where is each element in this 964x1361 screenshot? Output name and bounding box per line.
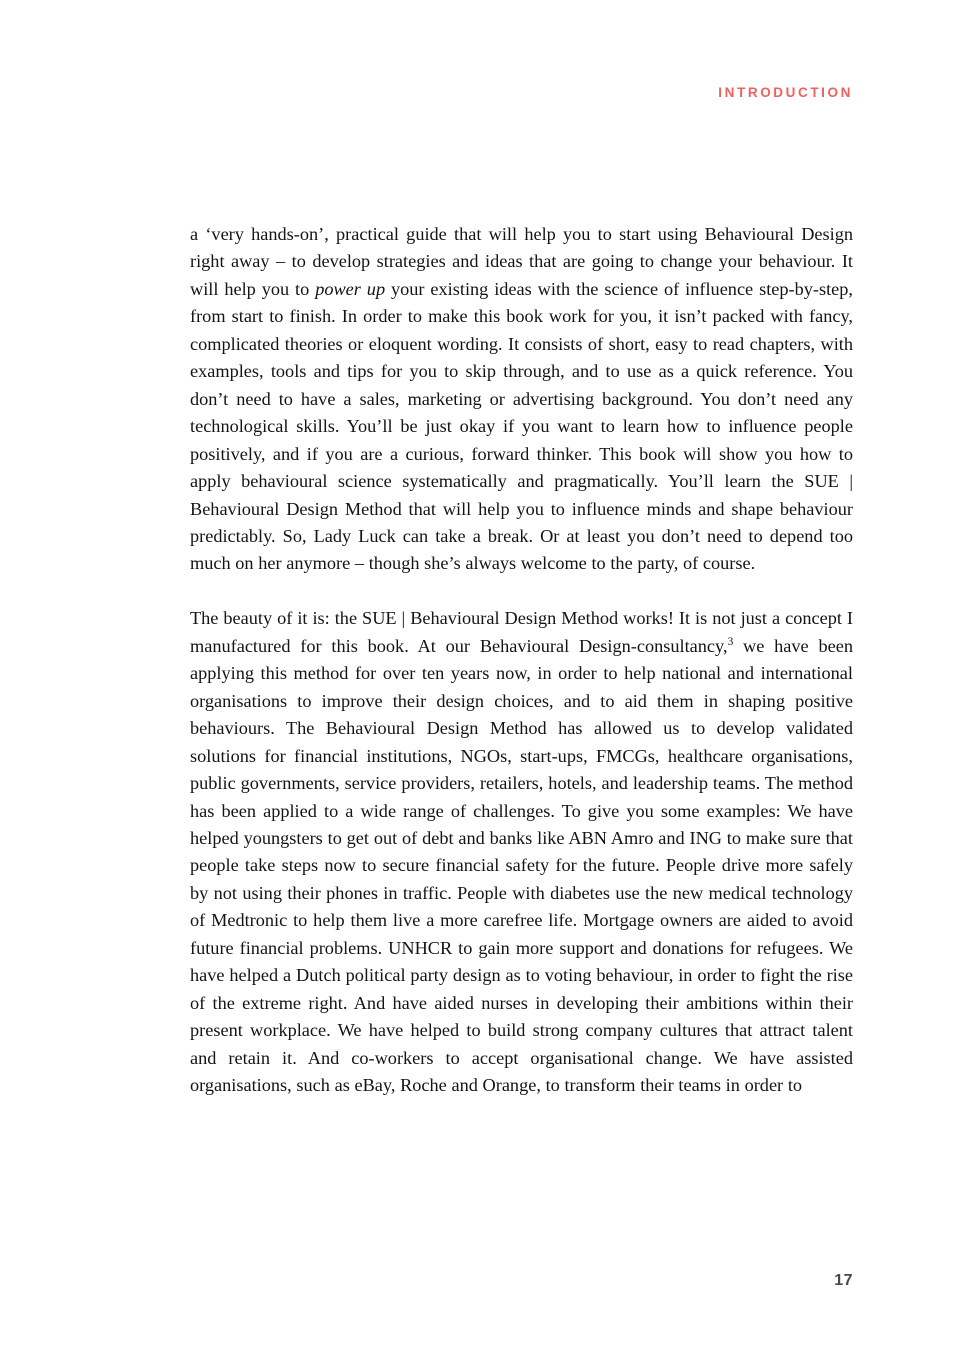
- text-run: your existing ideas with the science of influence step-by-step, from start to finish. In order to make this book work for you, it isn’t packed with fancy, complicated theories or eloquent wording. It consists of short, easy to read chapters, with examples, tools and tips for you to skip through, and to use as a quick reference. You don’t need to have a sales, marketing or advertising background. You don’t need any technological skills. You’ll be just okay if you want to learn how to influence people positively, and if you are a curious, forward thinker. This book will show you how to apply behavioural science systematically and pragmatically. You’ll learn the SUE | Behavioural Design Method that will help you to influence minds and shape behaviour predictably. So, Lady Luck can take a break. Or at least you don’t need to depend too much on her anymore – though she’s always welcome to the party, of course.: [190, 278, 854, 574]
- running-head-introduction: INTRODUCTION: [718, 85, 853, 100]
- page-number: 17: [834, 1272, 853, 1289]
- text-run: The beauty of it is: the SUE | Behavioural Design Method works! It is not just a concept I manufactured for this book. At our Behavioural Design-consultancy,: [190, 608, 853, 656]
- body-paragraph-1: [190, 221, 853, 578]
- text-run: we have been applying this method for over ten years now, in order to help national and international organisations to improve their design choices, and to aid them in shaping positive behaviours. The Behavioural Design Method has allowed us to develop validated solutions for financial institutions, NGOs, start-ups, FMCGs, healthcare organisations, public governments, service providers, retailers, hotels, and leadership teams. The method has been applied to a wide range of challenges. To give you some examples: We have helped youngsters to get out of debt and banks like ABN Amro and ING to make sure that people take steps now to secure financial safety for the future. People drive more safely by not using their phones in traffic. People with diabetes use the new medical technology of Medtronic to help them live a more carefree life. Mortgage owners are aided to avoid future financial problems. UNHCR to gain more support and donations for refugees. We have helped a Dutch political party design as to voting behaviour, in order to fight the rise of the extreme right. And have aided nurses in developing their ambitions within their present workplace. We have helped to build strong company cultures that attract talent and retain it. And co-workers to accept organisational change. We have assisted organisations, such as eBay, Roche and Orange, to transform their teams in order to: [190, 635, 853, 1096]
- text-run: a ‘very hands-on’, practical guide that will help you to start using Behavioural Design right away – to develop strategies and ideas that are going to change your behaviour. It will help you to: [190, 224, 853, 299]
- footnote-marker: 3: [727, 635, 734, 648]
- emphasis-run: power up: [315, 278, 386, 299]
- body-paragraph-2: [190, 605, 853, 1099]
- body-text-column: [190, 221, 853, 1099]
